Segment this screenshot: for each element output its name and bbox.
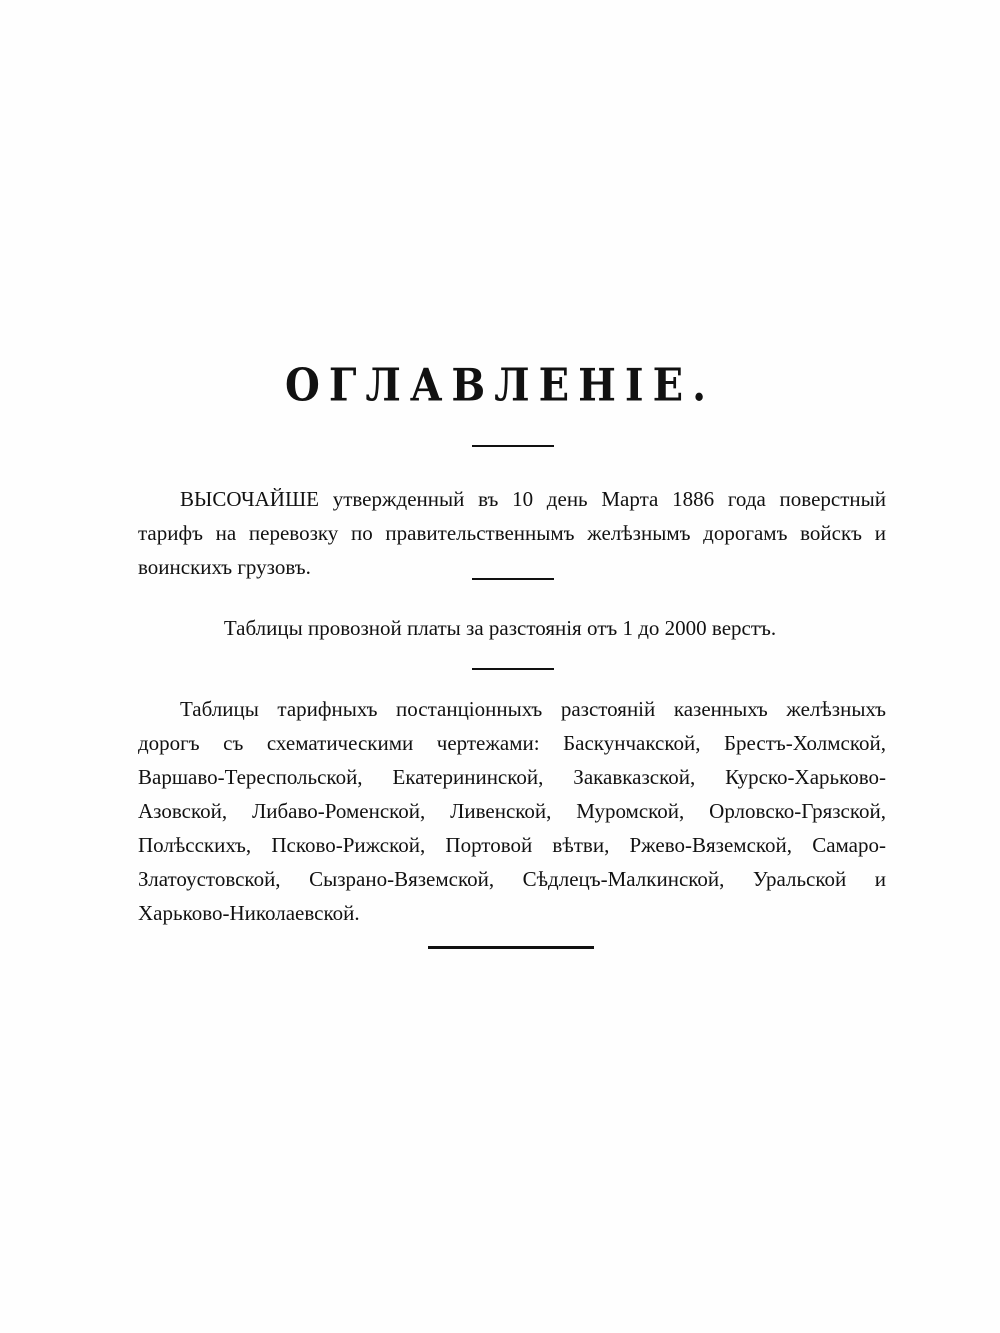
end-divider xyxy=(428,946,594,949)
entry-distance-tables xyxy=(138,692,886,930)
entry-distance-tables-text: Таблицы тарифныхъ постанціонныхъ разстояній казенныхъ желѣзныхъ дорогъ съ схематическими чертежами: Баскунчакской, Брестъ-Холмской, Варшаво-Тереспольской, Екатерининской, Закавказской, Курско-Харьково-Азовской, Либаво-Роменской, Ливенской, Муромской, Орловско-Грязской, Полѣсскихъ, Псково-Рижской, Портовой вѣтви, Ржево-Вяземской, Самаро-Златоустовской, Сызрано-Вяземской, Сѣдлецъ-Малкинской, Уральской и Харьково-Николаевской. xyxy=(138,697,886,925)
entry-payment-tables xyxy=(0,611,1000,645)
page-title: ОГЛАВЛЕНІЕ. xyxy=(285,359,715,412)
entry-divider-1 xyxy=(472,578,554,580)
entry-payment-tables-text: Таблицы провозной платы за разстоянія отъ 1 до 2000 верстъ. xyxy=(223,616,777,640)
entry-tariff-text: ВЫСОЧАЙШЕ утвержденный въ 10 день Марта 1886 года поверстный тарифъ на перевозку по правительственнымъ желѣзнымъ дорогамъ войскъ и воинскихъ грузовъ. xyxy=(138,487,886,579)
title-divider xyxy=(472,445,554,447)
entry-tariff xyxy=(138,482,886,584)
entry-divider-2 xyxy=(472,668,554,670)
